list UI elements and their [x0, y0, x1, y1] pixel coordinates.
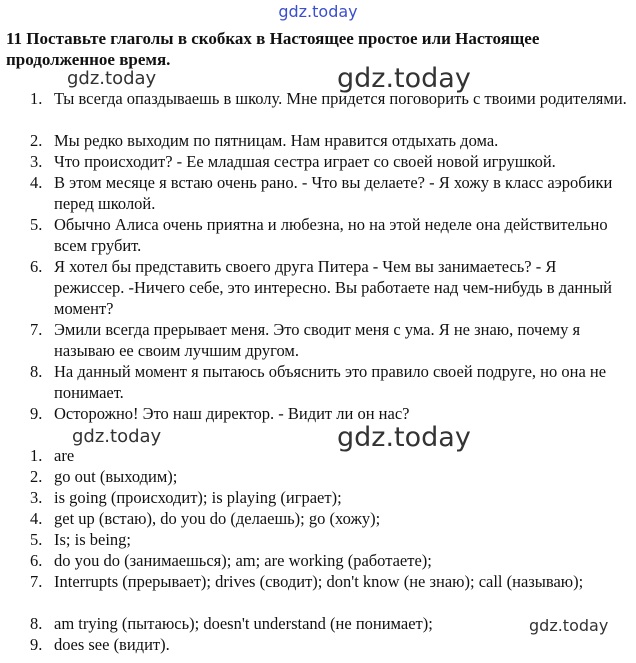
- sentence-item: [30, 172, 630, 214]
- item-text: Эмили всегда прерывает меня. Это сводит меня с ума. Я не знаю, почему я называю ее своим лучшим другом.: [54, 320, 581, 360]
- item-text: Обычно Алиса очень приятна и любезна, но на этой неделе она действительно всем грубит.: [54, 215, 608, 255]
- answer-item: [30, 445, 630, 466]
- sentence-item: [30, 361, 630, 403]
- item-text: go out (выходим);: [54, 467, 178, 486]
- item-text: is going (происходит); is playing (играет);: [54, 488, 342, 507]
- item-number: 1.: [30, 446, 43, 465]
- item-number: 3.: [30, 152, 43, 171]
- item-text: am trying (пытаюсь); doesn't understand (не понимает);: [54, 614, 433, 633]
- item-number: 7.: [30, 320, 43, 339]
- sentence-item: [30, 256, 630, 319]
- item-number: 4.: [30, 509, 43, 528]
- item-text: Ты всегда опаздываешь в школу. Мне придется поговорить с твоими родителями.: [54, 89, 627, 108]
- task-title: 11 Поставьте глаголы в скобках в Настоящее простое или Настоящее продолженное время.: [6, 29, 540, 69]
- item-text: get up (встаю), do you do (делаешь); go (хожу);: [54, 509, 381, 528]
- sentence-item: [30, 88, 630, 109]
- answer-item: [30, 487, 630, 508]
- sentence-item: [30, 130, 630, 151]
- answer-item: [30, 508, 630, 529]
- sentence-item: [30, 214, 630, 256]
- item-number: 3.: [30, 488, 43, 507]
- watermark: gdz.today: [67, 68, 157, 89]
- item-text: do you do (занимаешься); am; are working (работаете);: [54, 551, 432, 570]
- watermark-top: gdz.today: [278, 2, 358, 21]
- item-number: 9.: [30, 404, 43, 423]
- item-number: 2.: [30, 467, 43, 486]
- item-number: 1.: [30, 89, 43, 108]
- sentence-item: [30, 403, 630, 424]
- item-text: are: [54, 446, 75, 465]
- item-number: 9.: [30, 635, 43, 654]
- item-number: 4.: [30, 173, 43, 192]
- answer-item: [30, 571, 630, 592]
- item-text: Я хотел бы представить своего друга Питера - Чем вы занимаетесь? - Я режиссер. -Ничего себе, это интересно. Вы работаете над чем-нибудь в данный момент?: [54, 257, 613, 318]
- item-number: 2.: [30, 131, 43, 150]
- item-number: 8.: [30, 614, 43, 633]
- item-text: Interrupts (прерывает); drives (сводит); don't know (не знаю); call (называю);: [54, 572, 584, 591]
- item-text: В этом месяце я встаю очень рано. - Что вы делаете? - Я хожу в класс аэробики перед школой.: [54, 173, 613, 213]
- answer-item: [30, 550, 630, 571]
- item-number: 6.: [30, 257, 43, 276]
- sentence-item: [30, 151, 630, 172]
- item-text: Что происходит? - Ее младшая сестра играет со своей новой игрушкой.: [54, 152, 556, 171]
- answer-item: [30, 634, 630, 655]
- item-number: 7.: [30, 572, 43, 591]
- item-text: does see (видит).: [54, 635, 170, 654]
- watermark: gdz.today: [72, 426, 162, 447]
- item-number: 6.: [30, 551, 43, 570]
- item-number: 5.: [30, 530, 43, 549]
- watermark: gdz.today: [337, 63, 471, 94]
- watermark: gdz.today: [529, 616, 609, 635]
- watermark: gdz.today: [337, 422, 471, 453]
- item-text: Осторожно! Это наш директор. - Видит ли он нас?: [54, 404, 410, 423]
- item-text: Is; is being;: [54, 530, 131, 549]
- answer-item: [30, 466, 630, 487]
- sentence-item: [30, 319, 630, 361]
- item-number: 8.: [30, 362, 43, 381]
- answer-item: [30, 529, 630, 550]
- item-text: Мы редко выходим по пятницам. Нам нравится отдыхать дома.: [54, 131, 499, 150]
- item-text: На данный момент я пытаюсь объяснить это правило своей подруге, но она не понимает.: [54, 362, 607, 402]
- item-number: 5.: [30, 215, 43, 234]
